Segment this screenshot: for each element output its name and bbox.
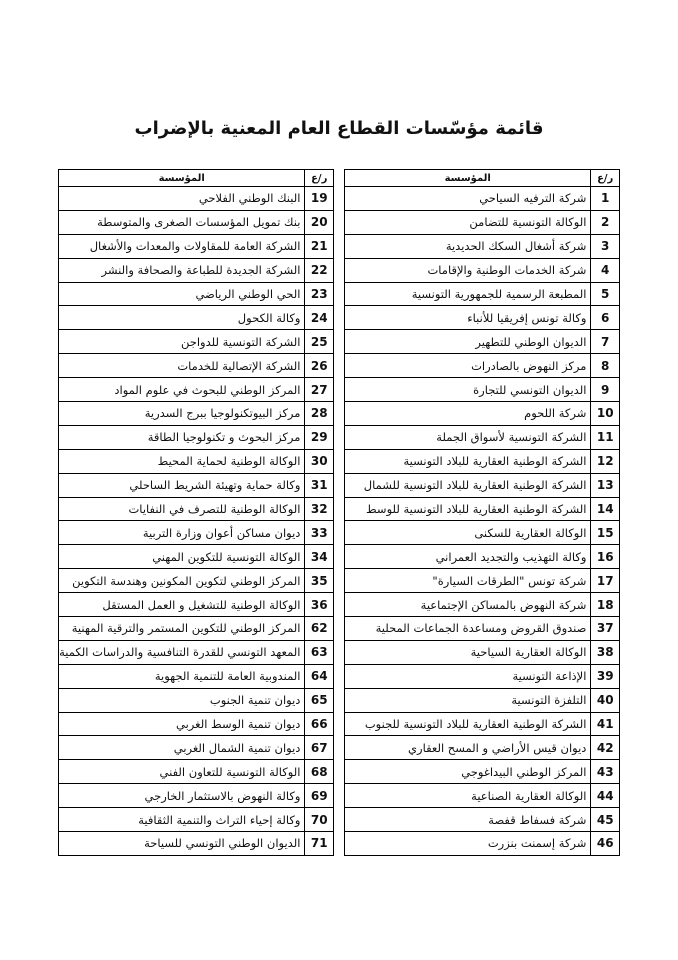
institution-name-left: الوكالة التونسية للتعاون الفني: [59, 760, 305, 784]
column-gap: [334, 760, 345, 784]
row-number-left: 27: [305, 378, 334, 402]
row-number-right: 44: [591, 784, 620, 808]
row-number-right: 37: [591, 617, 620, 641]
institution-name-left: الحي الوطني الرياضي: [59, 282, 305, 306]
institution-name-right: الديوان الوطني للتطهير: [345, 330, 591, 354]
institution-name-left: الشركة التونسية للدواجن: [59, 330, 305, 354]
table-row: [59, 664, 620, 688]
institution-name-left: البنك الوطني الفلاحي: [59, 187, 305, 211]
row-number-right: 40: [591, 688, 620, 712]
table-row: [59, 449, 620, 473]
row-number-left: 34: [305, 545, 334, 569]
institution-name-left: ديوان مساكن أعوان وزارة التربية: [59, 521, 305, 545]
column-gap: [334, 688, 345, 712]
row-number-left: 70: [305, 808, 334, 832]
institution-name-left: المركز الوطني للتكوين المستمر والترقية المهنية: [59, 617, 305, 641]
row-number-left: 28: [305, 402, 334, 426]
row-number-right: 1: [591, 187, 620, 211]
institution-name-left: وكالة حماية وتهيئة الشريط الساحلي: [59, 473, 305, 497]
institution-name-right: التلفزة التونسية: [345, 688, 591, 712]
institutions-table: [58, 169, 620, 856]
institution-name-left: الشركة العامة للمقاولات والمعدات والأشغال: [59, 234, 305, 258]
column-gap: [334, 378, 345, 402]
header-number-right: ر/ع: [591, 170, 620, 187]
institution-name-right: شركة أشغال السكك الحديدية: [345, 234, 591, 258]
institution-name-right: الوكالة التونسية للتضامن: [345, 210, 591, 234]
column-gap: [334, 258, 345, 282]
institution-name-right: وكالة التهذيب والتجديد العمراني: [345, 545, 591, 569]
row-number-left: 21: [305, 234, 334, 258]
institution-name-left: الوكالة الوطنية لحماية المحيط: [59, 449, 305, 473]
table-body: [59, 187, 620, 856]
row-number-left: 22: [305, 258, 334, 282]
row-number-left: 31: [305, 473, 334, 497]
institution-name-right: المركز الوطني البيداغوجي: [345, 760, 591, 784]
institution-name-left: وكالة إحياء التراث والتنمية الثقافية: [59, 808, 305, 832]
table-row: [59, 808, 620, 832]
table-row: [59, 210, 620, 234]
table-row: [59, 497, 620, 521]
row-number-left: 63: [305, 640, 334, 664]
row-number-right: 14: [591, 497, 620, 521]
row-number-right: 45: [591, 808, 620, 832]
row-number-left: 62: [305, 617, 334, 641]
institution-name-left: ديوان تنمية الوسط الغربي: [59, 712, 305, 736]
institution-name-right: مركز النهوض بالصادرات: [345, 354, 591, 378]
row-number-right: 5: [591, 282, 620, 306]
row-number-left: 36: [305, 593, 334, 617]
institution-name-right: شركة الخدمات الوطنية والإقامات: [345, 258, 591, 282]
table-row: [59, 425, 620, 449]
table-row: [59, 640, 620, 664]
table-row: [59, 545, 620, 569]
row-number-right: 17: [591, 569, 620, 593]
institution-name-left: ديوان تنمية الجنوب: [59, 688, 305, 712]
table-row: [59, 258, 620, 282]
column-gap: [334, 736, 345, 760]
column-gap: [334, 593, 345, 617]
column-gap: [334, 832, 345, 856]
institution-name-right: المطبعة الرسمية للجمهورية التونسية: [345, 282, 591, 306]
table-row: [59, 187, 620, 211]
institution-name-left: الشركة الإتصالية للخدمات: [59, 354, 305, 378]
institution-name-left: مركز البيوتكنولوجيا ببرج السدرية: [59, 402, 305, 426]
row-number-left: 65: [305, 688, 334, 712]
header-number-left: ر/ع: [305, 170, 334, 187]
institution-name-right: الديوان التونسي للتجارة: [345, 378, 591, 402]
institution-name-left: الديوان الوطني التونسي للسياحة: [59, 832, 305, 856]
column-gap: [334, 187, 345, 211]
column-gap: [334, 449, 345, 473]
row-number-left: 71: [305, 832, 334, 856]
table-row: [59, 330, 620, 354]
institution-name-right: ديوان قيس الأراضي و المسح العقاري: [345, 736, 591, 760]
table-row: [59, 354, 620, 378]
institution-name-right: شركة الترفيه السياحي: [345, 187, 591, 211]
row-number-left: 64: [305, 664, 334, 688]
row-number-right: 6: [591, 306, 620, 330]
column-gap: [334, 808, 345, 832]
row-number-left: 67: [305, 736, 334, 760]
institution-name-right: شركة إسمنت بنزرت: [345, 832, 591, 856]
institution-name-left: وكالة الكحول: [59, 306, 305, 330]
institution-name-left: الوكالة الوطنية للتصرف في النفايات: [59, 497, 305, 521]
row-number-right: 4: [591, 258, 620, 282]
institution-name-right: شركة فسفاط قفصة: [345, 808, 591, 832]
institution-name-right: الشركة الوطنية العقارية للبلاد التونسية للوسط: [345, 497, 591, 521]
row-number-right: 42: [591, 736, 620, 760]
institution-name-right: الوكالة العقارية السياحية: [345, 640, 591, 664]
row-number-left: 25: [305, 330, 334, 354]
page-title: قائمة مؤسّسات القطاع العام المعنية بالإضراب: [134, 118, 544, 139]
institution-name-left: المركز الوطني لتكوين المكونين وهندسة التكوين: [59, 569, 305, 593]
column-gap: [334, 330, 345, 354]
table-row: [59, 688, 620, 712]
column-gap: [334, 640, 345, 664]
row-number-left: 20: [305, 210, 334, 234]
row-number-left: 33: [305, 521, 334, 545]
header-row: [59, 170, 620, 187]
institution-name-right: الوكالة العقارية الصناعية: [345, 784, 591, 808]
table-row: [59, 736, 620, 760]
row-number-left: 26: [305, 354, 334, 378]
row-number-left: 23: [305, 282, 334, 306]
table-row: [59, 712, 620, 736]
row-number-right: 18: [591, 593, 620, 617]
table-row: [59, 282, 620, 306]
row-number-right: 13: [591, 473, 620, 497]
institution-name-right: الشركة الوطنية العقارية للبلاد التونسية للشمال: [345, 473, 591, 497]
row-number-left: 32: [305, 497, 334, 521]
row-number-left: 68: [305, 760, 334, 784]
row-number-left: 24: [305, 306, 334, 330]
table-row: [59, 784, 620, 808]
row-number-right: 12: [591, 449, 620, 473]
institution-name-left: المندوبية العامة للتنمية الجهوية: [59, 664, 305, 688]
table-row: [59, 760, 620, 784]
institution-name-left: المركز الوطني للبحوث في علوم المواد: [59, 378, 305, 402]
header-institution-right: المؤسسة: [345, 170, 591, 187]
institution-name-left: وكالة النهوض بالاستثمار الخارجي: [59, 784, 305, 808]
row-number-right: 41: [591, 712, 620, 736]
row-number-right: 9: [591, 378, 620, 402]
table-row: [59, 569, 620, 593]
column-gap: [334, 402, 345, 426]
table-row: [59, 521, 620, 545]
row-number-right: 11: [591, 425, 620, 449]
column-gap: [334, 282, 345, 306]
column-gap: [334, 234, 345, 258]
table-row: [59, 402, 620, 426]
row-number-left: 30: [305, 449, 334, 473]
row-number-right: 46: [591, 832, 620, 856]
row-number-right: 3: [591, 234, 620, 258]
column-gap: [334, 170, 345, 187]
row-number-left: 69: [305, 784, 334, 808]
header-institution-left: المؤسسة: [59, 170, 305, 187]
column-gap: [334, 354, 345, 378]
institution-name-right: شركة النهوض بالمساكن الإجتماعية: [345, 593, 591, 617]
column-gap: [334, 617, 345, 641]
column-gap: [334, 569, 345, 593]
institution-name-left: المعهد التونسي للقدرة التنافسية والدراسات الكمية: [59, 640, 305, 664]
row-number-left: 35: [305, 569, 334, 593]
institution-name-right: وكالة تونس إفريقيا للأنباء: [345, 306, 591, 330]
row-number-right: 10: [591, 402, 620, 426]
table-row: [59, 234, 620, 258]
institution-name-left: مركز البحوث و تكنولوجيا الطاقة: [59, 425, 305, 449]
column-gap: [334, 306, 345, 330]
row-number-left: 19: [305, 187, 334, 211]
institution-name-right: صندوق القروض ومساعدة الجماعات المحلية: [345, 617, 591, 641]
row-number-right: 7: [591, 330, 620, 354]
table-row: [59, 832, 620, 856]
institution-name-left: الشركة الجديدة للطباعة والصحافة والنشر: [59, 258, 305, 282]
column-gap: [334, 210, 345, 234]
institution-name-left: الوكالة التونسية للتكوين المهني: [59, 545, 305, 569]
institution-name-right: الإذاعة التونسية: [345, 664, 591, 688]
column-gap: [334, 712, 345, 736]
column-gap: [334, 497, 345, 521]
table-row: [59, 617, 620, 641]
institution-name-left: بنك تمويل المؤسسات الصغرى والمتوسطة: [59, 210, 305, 234]
row-number-right: 15: [591, 521, 620, 545]
column-gap: [334, 545, 345, 569]
institution-name-right: الشركة التونسية لأسواق الجملة: [345, 425, 591, 449]
table-row: [59, 593, 620, 617]
row-number-right: 8: [591, 354, 620, 378]
institution-name-right: الشركة الوطنية العقارية للبلاد التونسية: [345, 449, 591, 473]
table-row: [59, 473, 620, 497]
institution-name-right: شركة تونس "الطرقات السيارة": [345, 569, 591, 593]
column-gap: [334, 521, 345, 545]
row-number-left: 66: [305, 712, 334, 736]
institution-name-right: الشركة الوطنية العقارية للبلاد التونسية للجنوب: [345, 712, 591, 736]
column-gap: [334, 425, 345, 449]
institution-name-left: ديوان تنمية الشمال الغربي: [59, 736, 305, 760]
institution-name-right: الوكالة العقارية للسكنى: [345, 521, 591, 545]
row-number-right: 2: [591, 210, 620, 234]
column-gap: [334, 784, 345, 808]
row-number-right: 16: [591, 545, 620, 569]
row-number-right: 43: [591, 760, 620, 784]
row-number-left: 29: [305, 425, 334, 449]
table-row: [59, 306, 620, 330]
column-gap: [334, 664, 345, 688]
row-number-right: 39: [591, 664, 620, 688]
table-row: [59, 378, 620, 402]
row-number-right: 38: [591, 640, 620, 664]
institution-name-right: شركة اللحوم: [345, 402, 591, 426]
institution-name-left: الوكالة الوطنية للتشغيل و العمل المستقل: [59, 593, 305, 617]
column-gap: [334, 473, 345, 497]
